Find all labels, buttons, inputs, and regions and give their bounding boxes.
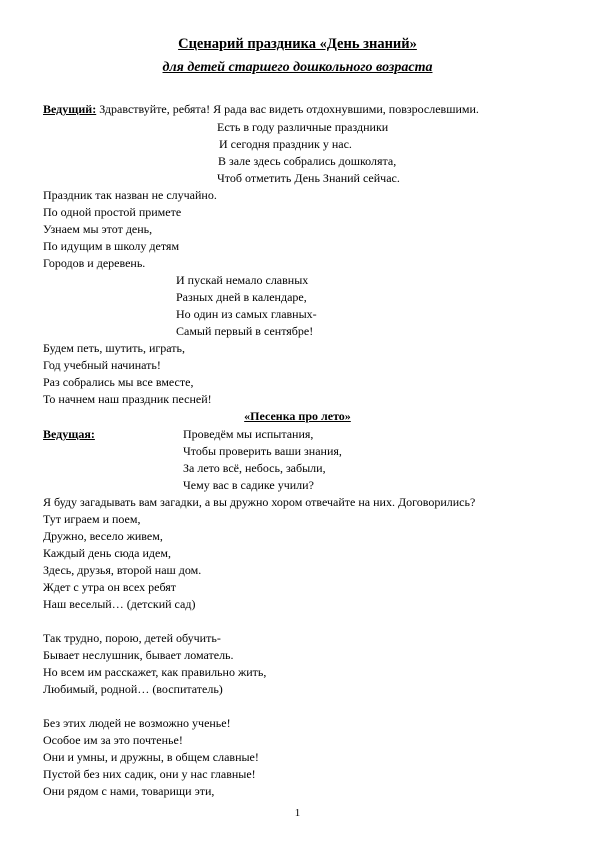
- riddle-line: Наш веселый… (детский сад): [43, 597, 196, 611]
- verse-line: Праздник так назван не случайно.: [43, 188, 217, 202]
- verse-line: Чтобы проверить ваши знания,: [183, 444, 342, 458]
- verse-line: И пускай немало славных: [176, 273, 309, 287]
- verse-line: Чтоб отметить День Знаний сейчас.: [217, 171, 400, 185]
- riddle-line: Ждет с утра он всех ребят: [43, 580, 177, 594]
- riddle-line: Особое им за это почтенье!: [43, 733, 183, 747]
- speaker-line: [43, 102, 479, 116]
- verse-line: То начнем наш праздник песней!: [43, 392, 212, 406]
- riddle-line: Тут играем и поем,: [43, 512, 141, 526]
- page-number: 1: [294, 807, 301, 819]
- document-title: Сценарий праздника «День знаний»: [178, 36, 417, 52]
- speaker-label: Ведущий:: [43, 102, 97, 116]
- verse-line: В зале здесь собрались дошколята,: [218, 154, 397, 168]
- verse-line: По одной простой примете: [43, 205, 182, 219]
- verse-line: За лето всё, небось, забыли,: [183, 461, 326, 475]
- verse-line: Разных дней в календаре,: [176, 290, 307, 304]
- verse-line: Но один из самых главных-: [176, 307, 317, 321]
- verse-line: По идущим в школу детям: [43, 239, 180, 253]
- riddle-line: Каждый день сюда идем,: [43, 546, 171, 560]
- riddle-intro: Я буду загадывать вам загадки, а вы дружно хором отвечайте на них. Договорились?: [43, 495, 476, 509]
- verse-line: Год учебный начинать!: [43, 358, 161, 372]
- riddle-line: Бывает неслушник, бывает ломатель.: [43, 648, 234, 662]
- riddle-line: Пустой без них садик, они у нас главные!: [43, 767, 256, 781]
- riddle-line: Они и умны, и дружны, в общем славные!: [43, 750, 259, 764]
- speaker-text: Здравствуйте, ребята! Я рада вас видеть отдохнувшими, повзрослевшими.: [96, 102, 479, 116]
- riddle-line: Любимый, родной… (воспитатель): [43, 682, 223, 696]
- riddle-line: Здесь, друзья, второй наш дом.: [43, 563, 202, 577]
- verse-line: Есть в году различные праздники: [217, 120, 389, 134]
- riddle-line: Дружно, весело живем,: [43, 529, 163, 543]
- verse-line: И сегодня праздник у нас.: [219, 137, 352, 151]
- riddle-line: Они рядом с нами, товарищи эти,: [43, 784, 215, 798]
- verse-line: Узнаем мы этот день,: [43, 222, 153, 236]
- speaker-label: Ведущая:: [43, 427, 95, 441]
- song-title: «Песенка про лето»: [244, 409, 351, 423]
- verse-line: Городов и деревень.: [43, 256, 146, 270]
- document-subtitle: для детей старшего дошкольного возраста: [162, 60, 433, 75]
- verse-line: Самый первый в сентябре!: [176, 324, 314, 338]
- verse-line: Проведём мы испытания,: [183, 427, 314, 441]
- verse-line: Чему вас в садике учили?: [183, 478, 314, 492]
- verse-line: Будем петь, шутить, играть,: [43, 341, 186, 355]
- verse-line: Раз собрались мы все вместе,: [43, 375, 194, 389]
- riddle-line: Но всем им расскажет, как правильно жить,: [43, 665, 267, 679]
- riddle-line: Так трудно, порою, детей обучить-: [43, 631, 221, 645]
- riddle-line: Без этих людей не возможно ученье!: [43, 716, 231, 730]
